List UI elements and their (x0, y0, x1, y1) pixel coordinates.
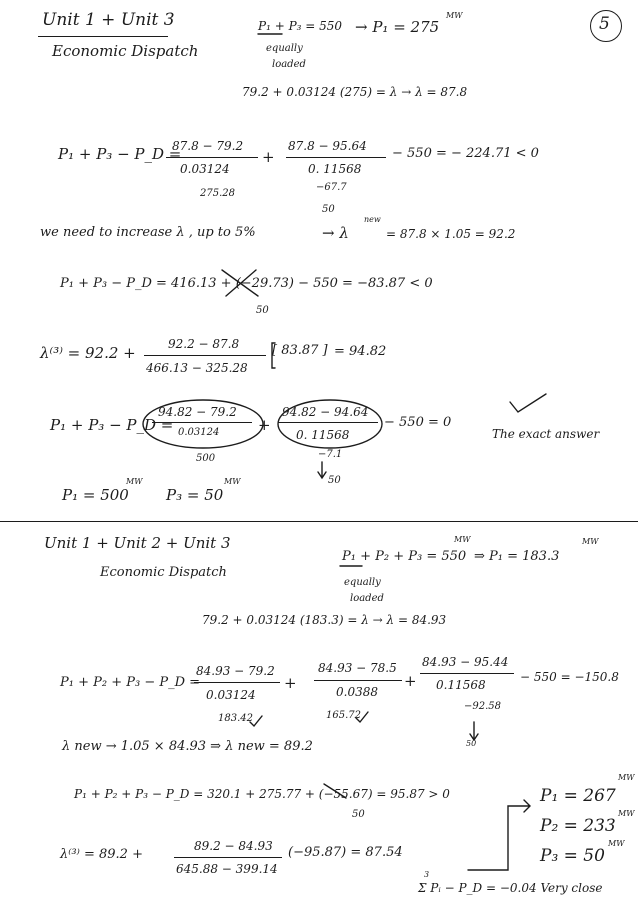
section1-title: Unit 1 + Unit 3 (42, 10, 175, 30)
s1-lambda3-line (144, 355, 266, 356)
s2-row1-num2: 84.93 − 78.5 (318, 661, 397, 675)
s2-res-p1-mw: MW (618, 773, 635, 782)
s1-lambda-calc: 79.2 + 0.03124 (275) = λ → λ = 87.8 (242, 85, 468, 99)
s1-down-arrow (318, 462, 326, 478)
s2-res-p1: P₁ = 267 (540, 786, 616, 806)
s1-lambda3-den: 466.13 − 325.28 (146, 361, 248, 375)
s2-res-p3-mw: MW (608, 839, 625, 848)
section2-title: Unit 1 + Unit 2 + Unit 3 (44, 534, 231, 552)
s2-row1-plus1: + (284, 674, 297, 692)
s1-row3-sub2: −7.1 (318, 449, 343, 460)
s1-row3-den1: 0.03124 (178, 427, 220, 438)
s1-row3-label: P₁ + P₃ − P_D = (50, 416, 174, 434)
s1-row3-tail: − 550 = 0 (384, 415, 452, 430)
section-divider (0, 521, 638, 522)
s2-row1-num1: 84.93 − 79.2 (196, 664, 275, 678)
s1-row1-den1: 0.03124 (180, 162, 230, 176)
s1-row3-num2: 94.82 − 94.64 (282, 405, 369, 419)
s2-row1-plus2: + (404, 672, 417, 690)
s2-eq-sum: P₁ + P₂ + P₃ = 550 (342, 549, 467, 564)
s1-row2-sub: 50 (256, 305, 269, 316)
s1-row1-den2: 0. 11568 (308, 162, 362, 176)
s1-increase-arrow: → λ (322, 224, 349, 242)
s2-lambda3-line (174, 857, 282, 858)
s1-row3-sub3: 50 (328, 475, 341, 486)
s1-result-p1: P₁ = 500 (62, 486, 129, 504)
s2-row1-sub3: −92.58 (464, 701, 502, 712)
section1-title-underline (38, 36, 168, 37)
s2-row1-label: P₁ + P₂ + P₃ − P_D = (60, 675, 201, 690)
s2-sum-line: Σ Pᵢ − P_D = −0.04 Very close (418, 881, 603, 895)
s1-increase-text: we need to increase λ , up to 5% (40, 225, 256, 240)
s2-row1-den2: 0.0388 (336, 685, 378, 699)
s1-row3-sub1: 500 (196, 453, 216, 464)
s2-row1-frac3-line (420, 673, 514, 674)
s1-exact-answer: The exact answer (492, 427, 600, 441)
s2-eq-result: ⇒ P₁ = 183.3 (474, 549, 560, 564)
s2-row1-sub1: 183.42 (218, 713, 253, 724)
s2-lambda3-den: 645.88 − 399.14 (176, 862, 278, 876)
s1-row1-frac2-line (286, 157, 386, 158)
s2-res-p2: P₂ = 233 (540, 816, 616, 836)
s2-res-p3: P₃ = 50 (540, 846, 605, 866)
s2-row1-tail: − 550 = −150.8 (520, 670, 619, 684)
s2-row1-den3: 0.11568 (436, 678, 486, 692)
s1-row2: P₁ + P₃ − P_D = 416.13 + (−29.73) − 550 = −83.87 < 0 (60, 276, 433, 291)
s2-lambda3-label: λ⁽³⁾ = 89.2 + (60, 847, 143, 862)
s1-row1-num2: 87.8 − 95.64 (288, 139, 367, 153)
s1-row1-label: P₁ + P₃ − P_D = (58, 145, 182, 163)
s1-loaded: loaded (272, 59, 306, 70)
s2-row1-den1: 0.03124 (206, 688, 256, 702)
s2-sum-sup: 3 (424, 870, 430, 879)
s1-lambda3-num: 92.2 − 87.8 (168, 337, 240, 351)
s2-lambda-calc: 79.2 + 0.03124 (183.3) = λ → λ = 84.93 (202, 613, 447, 627)
s2-down-arrow (470, 722, 478, 740)
s1-result-p3-mw: MW (224, 477, 241, 486)
s1-lambda3-result: = 94.82 (334, 344, 387, 359)
s1-equally: equally (266, 43, 303, 54)
s1-row3-den2: 0. 11568 (296, 428, 350, 442)
s1-row3-frac1-line (152, 422, 252, 423)
s2-lambda3-tail: (−95.87) = 87.54 (288, 845, 403, 860)
s1-mw: MW (446, 11, 463, 20)
s2-equally: equally (344, 577, 381, 588)
s1-row1-plus: + (262, 148, 275, 166)
s1-new-sup: new (364, 215, 381, 224)
s2-eq-sum-mw: MW (454, 535, 471, 544)
s2-row1-frac1-line (194, 682, 280, 683)
s1-increase-result: = 87.8 × 1.05 = 92.2 (386, 227, 516, 241)
s2-lambda3-num: 89.2 − 84.93 (194, 839, 273, 853)
s1-result-p3: P₃ = 50 (166, 486, 224, 504)
s1-row3-frac2-line (278, 422, 378, 423)
s1-check-mark (510, 394, 546, 412)
s1-row3-plus: + (258, 416, 271, 434)
s1-lambda3-bracket: [ 83.87 ] (272, 343, 328, 358)
s2-lambda-new: λ new → 1.05 × 84.93 ⇒ λ new = 89.2 (62, 739, 313, 754)
section2-subtitle: Economic Dispatch (100, 565, 227, 580)
s1-row1-frac1-line (166, 157, 258, 158)
s2-res-p2-mw: MW (618, 809, 635, 818)
s2-row1-sub2: 165.72 (326, 710, 361, 721)
s2-loaded: loaded (350, 593, 384, 604)
s2-eq-result-mw: MW (582, 537, 599, 546)
s2-row1-frac2-line (314, 680, 402, 681)
section1-subtitle: Economic Dispatch (52, 42, 199, 60)
s2-row2: P₁ + P₂ + P₃ − P_D = 320.1 + 275.77 + (−55.67) = 95.87 > 0 (74, 787, 450, 801)
s1-result-p1-mw: MW (126, 477, 143, 486)
s1-eq-p1-result: → P₁ = 275 (355, 18, 440, 36)
s2-arrow-to-results (468, 800, 530, 870)
s1-lambda3-label: λ⁽³⁾ = 92.2 + (40, 344, 136, 362)
s1-row1-sub2: −67.7 (316, 182, 347, 193)
s2-row1-sub4: 50 (466, 739, 477, 748)
page-number: 5 (599, 14, 610, 34)
s1-row1-num1: 87.8 − 79.2 (172, 139, 244, 153)
s1-row1-sub3: 50 (322, 204, 335, 215)
s1-row1-tail: − 550 = − 224.71 < 0 (392, 146, 539, 161)
s2-row2-sub: 50 (352, 809, 365, 820)
s1-row3-num1: 94.82 − 79.2 (158, 405, 237, 419)
s1-eq-p1p2: P₁ + P₃ = 550 (258, 19, 343, 33)
s2-row1-num3: 84.93 − 95.44 (422, 655, 509, 669)
s1-row1-sub1: 275.28 (200, 188, 235, 199)
